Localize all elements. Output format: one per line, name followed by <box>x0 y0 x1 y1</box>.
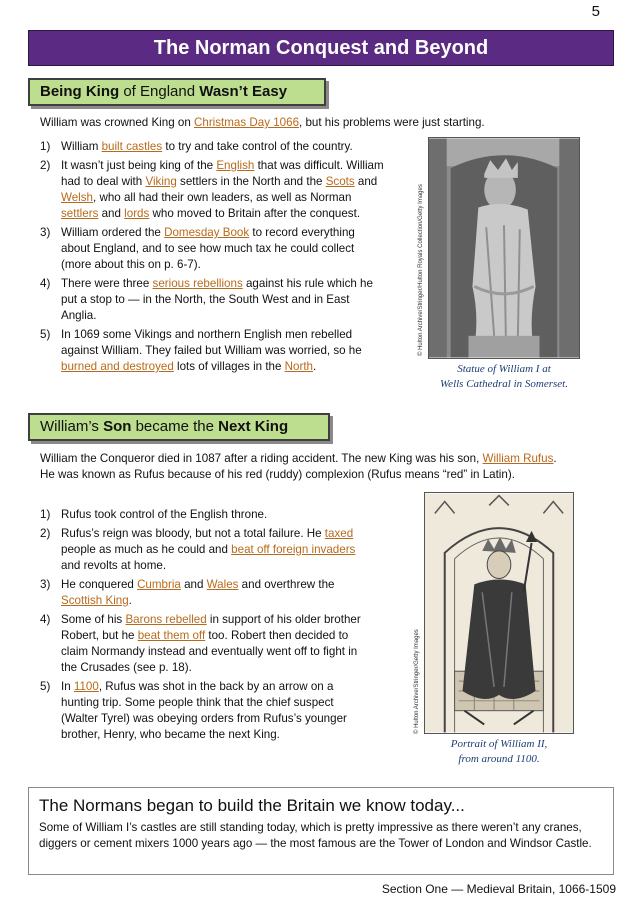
portrait-caption <box>414 737 584 767</box>
link-taxed[interactable]: taxed <box>324 527 354 540</box>
text: , who all had their own leaders, as well as Norman <box>93 191 352 204</box>
link-north[interactable]: North <box>284 360 314 373</box>
link-burned-and-destroyed[interactable]: burned and destroyed <box>61 360 174 373</box>
statue-caption <box>418 362 590 392</box>
link-cumbria[interactable]: Cumbria <box>137 578 181 591</box>
list-item <box>40 158 385 222</box>
section-heading-next-king <box>28 413 330 441</box>
caption-line: Statue of William I at <box>457 363 551 375</box>
link-beat-them-off[interactable]: beat them off <box>137 629 206 642</box>
list-item <box>40 139 385 155</box>
section-heading-being-king <box>28 78 326 106</box>
text: lots of villages in the <box>173 360 285 373</box>
text: William the Conqueror died in 1087 after a riding accident. The new King was his son, <box>40 452 483 465</box>
text: There were three <box>61 277 153 290</box>
list-item <box>40 612 368 676</box>
list-item <box>40 507 368 523</box>
text: and <box>354 175 378 188</box>
text: in support of his older brother Robert, but he <box>61 613 361 642</box>
item-number: 4) <box>40 613 51 626</box>
text: that was difficult. William had to deal with <box>61 159 384 188</box>
section2-list <box>40 507 368 746</box>
text: who moved to Britain after the conquest. <box>149 207 361 220</box>
link-1100[interactable]: 1100 <box>73 680 99 693</box>
heading-part: of England <box>119 83 200 100</box>
link-beat-off-foreign-invaders[interactable]: beat off foreign invaders <box>231 543 356 556</box>
list-item <box>40 225 385 273</box>
section-footer: Section One — Medieval Britain, 1066-1509 <box>381 882 616 896</box>
text: and <box>98 207 125 220</box>
heading-part: Being King <box>40 83 120 100</box>
item-number: 1) <box>40 140 51 153</box>
text: He conquered <box>61 578 138 591</box>
list-item <box>40 577 368 609</box>
text: people as much as he could and <box>61 543 232 556</box>
text: to try and take control of the country. <box>162 140 353 153</box>
photo-credit: © Hulton Archive/Stringer/Hulton Royals Collection/Getty Images <box>418 184 424 356</box>
link-barons-rebelled[interactable]: Barons rebelled <box>125 613 207 626</box>
text: William ordered the <box>61 226 165 239</box>
heading-part: Son <box>103 418 132 435</box>
text: and <box>180 578 207 591</box>
summary-heading: The Normans began to build the Britain we know today... <box>39 796 465 815</box>
text: against his rule which he put a stop to — in the North, the South West and in East Anglia. <box>61 277 373 322</box>
text: and revolts at home. <box>61 559 167 572</box>
text: . <box>128 594 132 607</box>
text: Some of his <box>61 613 126 626</box>
link-viking[interactable]: Viking <box>145 175 177 188</box>
link-lords[interactable]: lords <box>124 207 150 220</box>
caption-line: from around 1100. <box>458 753 540 765</box>
link-william-rufus[interactable]: William Rufus <box>482 452 554 465</box>
list-item <box>40 276 385 324</box>
heading-part: William’s <box>40 418 104 435</box>
text: . He was known as Rufus because of his red (ruddy) complexion (Rufus means “red” in Latin). <box>40 452 557 481</box>
text: settlers in the North and the <box>176 175 326 188</box>
portrait-image <box>424 492 574 734</box>
item-number: 5) <box>40 328 51 341</box>
text: It wasn’t just being king of the <box>61 159 217 172</box>
page-title: The Norman Conquest and Beyond <box>28 30 614 66</box>
intro-paragraph <box>40 115 610 131</box>
text: to record everything about England, and to see how much tax he could collect (more about this on p. 6-7). <box>61 226 355 271</box>
link-christmas-day-1066[interactable]: Christmas Day 1066 <box>194 116 300 129</box>
link-scottish-king[interactable]: Scottish King <box>61 594 129 607</box>
summary-box <box>28 787 614 875</box>
text: William <box>61 140 102 153</box>
statue-photo <box>428 137 580 359</box>
text: , but his problems were just starting. <box>299 116 485 129</box>
item-number: 1) <box>40 508 51 521</box>
item-number: 2) <box>40 527 51 540</box>
page-number: 5 <box>591 3 600 20</box>
text: In <box>61 680 74 693</box>
text: , Rufus was shot in the back by an arrow on a hunting trip. Some people think that the chief suspect (Walter Tyrel) was obeying orders from Rufus’s younger brother, Henry, who became the next King. <box>61 680 347 741</box>
heading-part: Next King <box>218 418 289 435</box>
caption-line: Portrait of William II, <box>450 738 548 750</box>
heading-part: became the <box>131 418 219 435</box>
link-domesday-book[interactable]: Domesday Book <box>164 226 250 239</box>
link-scots[interactable]: Scots <box>325 175 355 188</box>
link-settlers[interactable]: settlers <box>61 207 99 220</box>
photo-credit: © Hulton Archive/Stringer/Getty Images <box>414 629 420 734</box>
list-item <box>40 327 385 375</box>
link-welsh[interactable]: Welsh <box>61 191 94 204</box>
text: too. Robert then decided to claim Normandy instead and eventually went off to fight in the Crusades (see p. 18). <box>61 629 358 674</box>
item-number: 4) <box>40 277 51 290</box>
link-serious-rebellions[interactable]: serious rebellions <box>152 277 243 290</box>
item-number: 2) <box>40 159 51 172</box>
item-number: 3) <box>40 578 51 591</box>
text: In 1069 some Vikings and northern English men rebelled against William. They failed but William was worried, so he <box>61 328 362 357</box>
heading-part: Wasn’t Easy <box>199 83 288 100</box>
list-item <box>40 526 368 574</box>
link-english[interactable]: English <box>216 159 255 172</box>
text: Rufus’s reign was bloody, but not a total failure. He <box>61 527 325 540</box>
item-number: 5) <box>40 680 51 693</box>
text: and overthrew the <box>238 578 335 591</box>
section2-intro <box>40 451 570 483</box>
link-built-castles[interactable]: built castles <box>101 140 163 153</box>
text: . <box>313 360 317 373</box>
text: Rufus took control of the English throne. <box>61 508 268 521</box>
section1-list <box>40 139 385 378</box>
text: William was crowned King on <box>40 116 194 129</box>
link-wales[interactable]: Wales <box>206 578 239 591</box>
summary-body: Some of William I’s castles are still standing today, which is pretty impressive as there weren’t any cranes, diggers or cement mixers 1000 years ago — the most famous are the Tower of London and Windsor Castle. <box>39 821 592 850</box>
caption-line: Wells Cathedral in Somerset. <box>440 378 568 390</box>
item-number: 3) <box>40 226 51 239</box>
list-item <box>40 679 368 743</box>
